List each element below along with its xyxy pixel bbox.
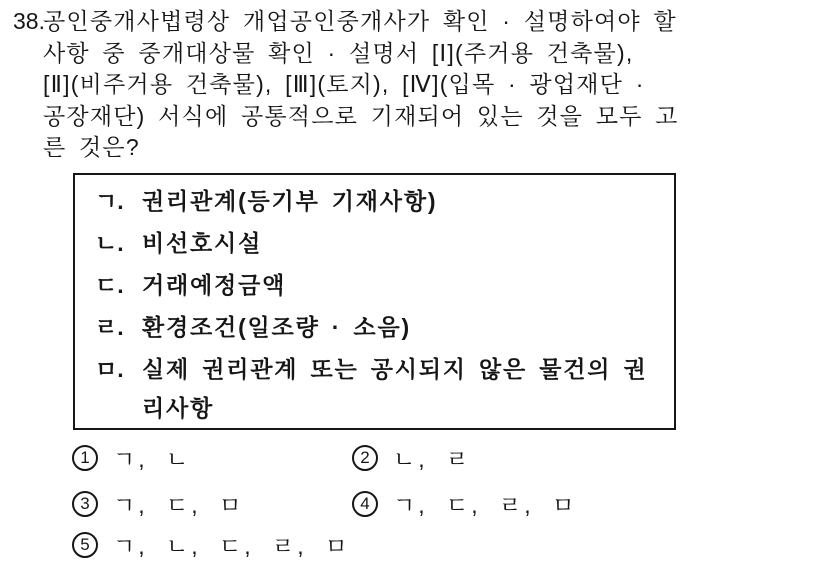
choice-item-g [95,182,666,221]
choice-marker: ㄹ. [95,314,124,340]
answer-option-5[interactable] [72,528,350,561]
option-number-badge: 5 [72,532,98,558]
choice-marker: ㄴ. [95,230,124,256]
choice-marker: ㄱ. [95,188,124,214]
choice-text [142,350,666,428]
option-number-badge: 2 [352,445,378,471]
option-text: ㄱ, ㄴ, ㄷ, ㄹ, ㅁ [113,533,351,559]
question-line: 사항 중 중개대상물 확인 · 설명서 [Ⅰ](주거용 건축물), [43,39,634,66]
choice-item-m [95,350,666,428]
choice-marker: ㄷ. [95,272,124,298]
question-line: 공인중개사법령상 개업공인중개사가 확인 · 설명하여야 할 [43,8,677,34]
choice-text: 권리관계(등기부 기재사항) [142,188,438,214]
choices-box [73,173,676,430]
choice-text-line: 리사항 [142,395,215,421]
choice-item-n [95,224,666,263]
choice-item-r [95,308,666,347]
answer-option-1[interactable] [72,441,191,474]
answer-option-4[interactable] [352,487,577,520]
question-38 [13,6,819,164]
option-text: ㄱ, ㄷ, ㅁ [113,492,245,518]
question-line: 공장재단) 서식에 공통적으로 기재되어 있는 것을 모두 고 [43,102,679,129]
choice-text: 비선호시설 [142,230,263,256]
option-number-badge: 1 [72,445,98,471]
option-number-badge: 4 [352,491,378,517]
answer-option-2[interactable] [352,441,471,474]
answer-option-3[interactable] [72,487,244,520]
choice-text-line: 실제 권리관계 또는 공시되지 않은 물건의 권 [142,356,648,382]
question-line: 른 것은? [43,134,140,160]
option-text: ㄱ, ㄷ, ㄹ, ㅁ [393,492,578,518]
choice-item-d [95,266,666,305]
option-text: ㄴ, ㄹ [393,446,472,472]
choice-text: 환경조건(일조량 · 소음) [142,314,411,340]
choice-text: 거래예정금액 [142,272,287,298]
option-number-badge: 3 [72,491,98,517]
choice-marker: ㅁ. [95,356,124,382]
question-number: 38. [13,8,45,34]
option-text: ㄱ, ㄴ [113,446,192,472]
question-text [43,6,819,164]
question-line: [Ⅱ](비주거용 건축물), [Ⅲ](토지), [Ⅳ](입목 · 광업재단 · [43,71,645,97]
